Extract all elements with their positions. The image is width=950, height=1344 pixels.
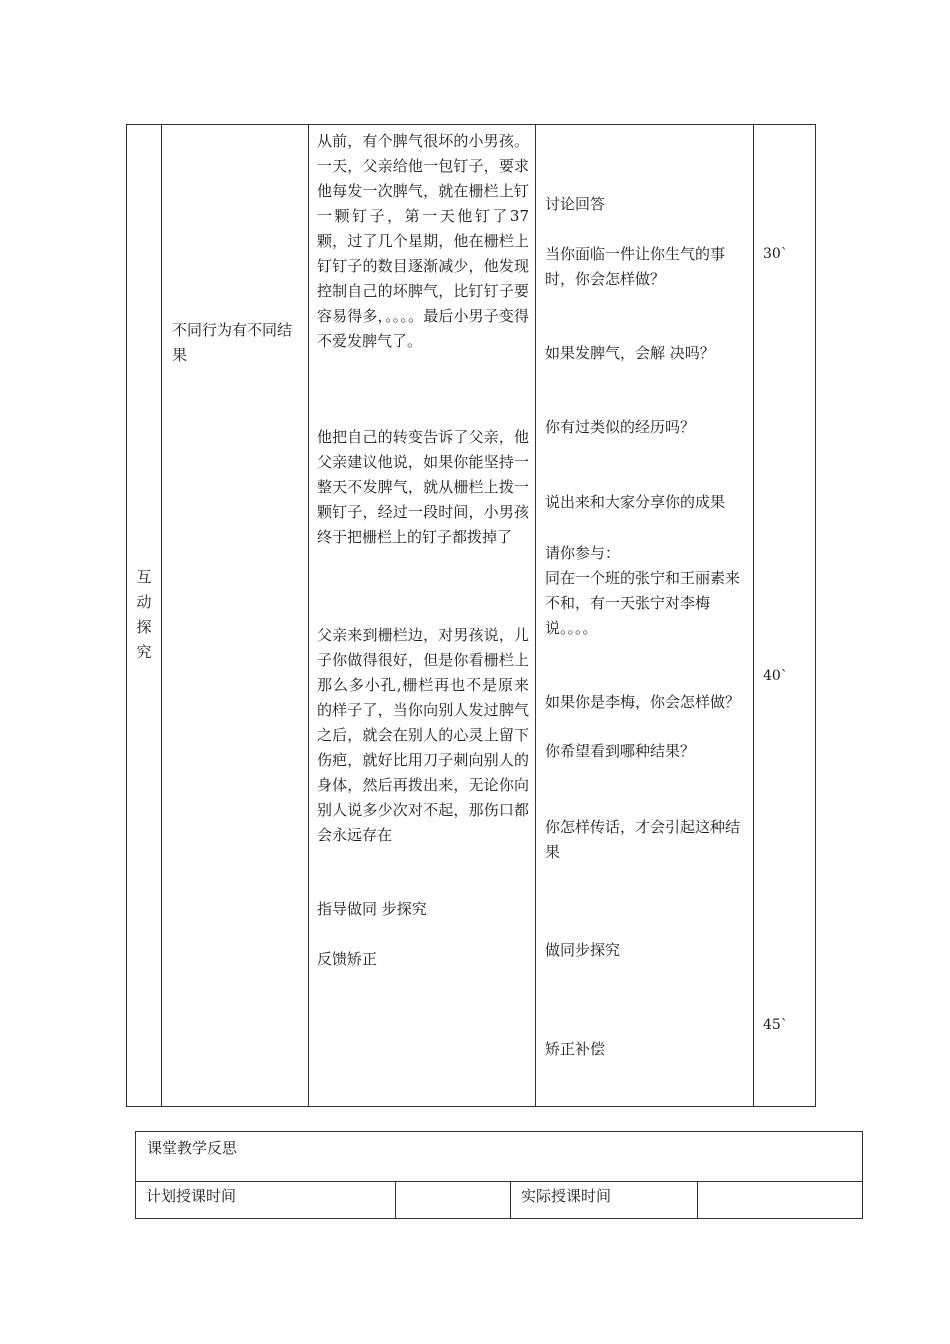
time-column: [753, 125, 818, 1106]
time-mark: 40`: [763, 668, 788, 684]
topic-column: [161, 125, 309, 1106]
reflection-table: [135, 1131, 863, 1219]
stage-char: 动: [136, 593, 152, 611]
student-activity-item: 你有过类似的经历吗？: [545, 418, 696, 436]
student-activity-item: 当你面临一件让你生气的事时，你会怎样做？: [545, 245, 726, 288]
student-activity-item: 做同步探究: [545, 941, 621, 959]
actual-time-label-cell: [510, 1182, 698, 1218]
student-activity-item: 你希望看到哪种结果？: [545, 742, 696, 760]
student-activity-item: 同在一个班的张宁和王丽素来不和，有一天张宁对李梅说。。。。: [545, 569, 741, 637]
time-mark: 45`: [763, 1017, 788, 1033]
planned-time-label-cell: [136, 1182, 395, 1218]
planned-time-label: 计划授课时间: [146, 1187, 237, 1205]
stage-char: 探: [136, 618, 152, 636]
student-activity-item: 如果发脾气，会解 决吗？: [545, 344, 715, 362]
lesson-activity-table: [126, 124, 816, 1107]
actual-time-label: 实际授课时间: [521, 1187, 612, 1205]
teaching-time-row: [136, 1182, 862, 1218]
student-activity-item: 请你参与：: [545, 544, 621, 562]
stage-label: [127, 565, 161, 665]
planned-time-value-cell: [395, 1182, 511, 1218]
topic-text: 不同行为有不同结果: [172, 321, 293, 364]
student-activity-item: 讨论回答: [545, 195, 606, 213]
reflection-title: 课堂教学反思: [147, 1139, 238, 1157]
guide-practice-text: 指导做同 步探究: [317, 900, 427, 918]
story-paragraph-1: 从前，有个脾气很坏的小男孩。一天，父亲给他一包钉子，要求他每发一次脾气，就在栅栏上钉一颗钉子，第一天他钉了37颗，过了几个星期，他在栅栏上钉钉子的数目逐渐减少，他发现控制自己的坏脾气，比钉钉子要容易得多，。。。。最后小男子变得不爱发脾气了。: [317, 132, 529, 350]
student-activity-column: [535, 125, 754, 1106]
stage-char: 互: [136, 568, 152, 586]
story-paragraph-3: 父亲来到栅栏边，对男孩说，儿子你做得很好，但是你看栅栏上那么多小孔,栅栏再也不是原来的样子了，当你向别人发过脾气之后，就会在别人的心灵上留下伤疤，就好比用刀子刺向别人的身体，然后再拨出来，无论你向别人说多少次对不起，那伤口都会永远存在: [317, 626, 529, 844]
teacher-activity-column: [308, 125, 536, 1106]
reflection-row: [136, 1132, 862, 1182]
stage-char: 究: [136, 643, 152, 661]
story-paragraph-2: 他把自己的转变告诉了父亲，他父亲建议他说，如果你能坚持一整天不发脾气，就从栅栏上拨一颗钉子，经过一段时间，小男孩终于把栅栏上的钉子都拨掉了: [317, 428, 529, 546]
student-activity-item: 你怎样传话，才会引起这种结果: [545, 818, 741, 861]
student-activity-item: 如果你是李梅，你会怎样做？: [545, 693, 741, 711]
student-activity-item: 矫正补偿: [545, 1040, 606, 1058]
feedback-correction-text: 反馈矫正: [317, 950, 378, 968]
stage-column: [127, 125, 161, 1106]
actual-time-value-cell: [697, 1182, 863, 1218]
time-mark: 30`: [763, 246, 788, 262]
student-activity-item: 说出来和大家分享你的成果: [545, 493, 726, 511]
